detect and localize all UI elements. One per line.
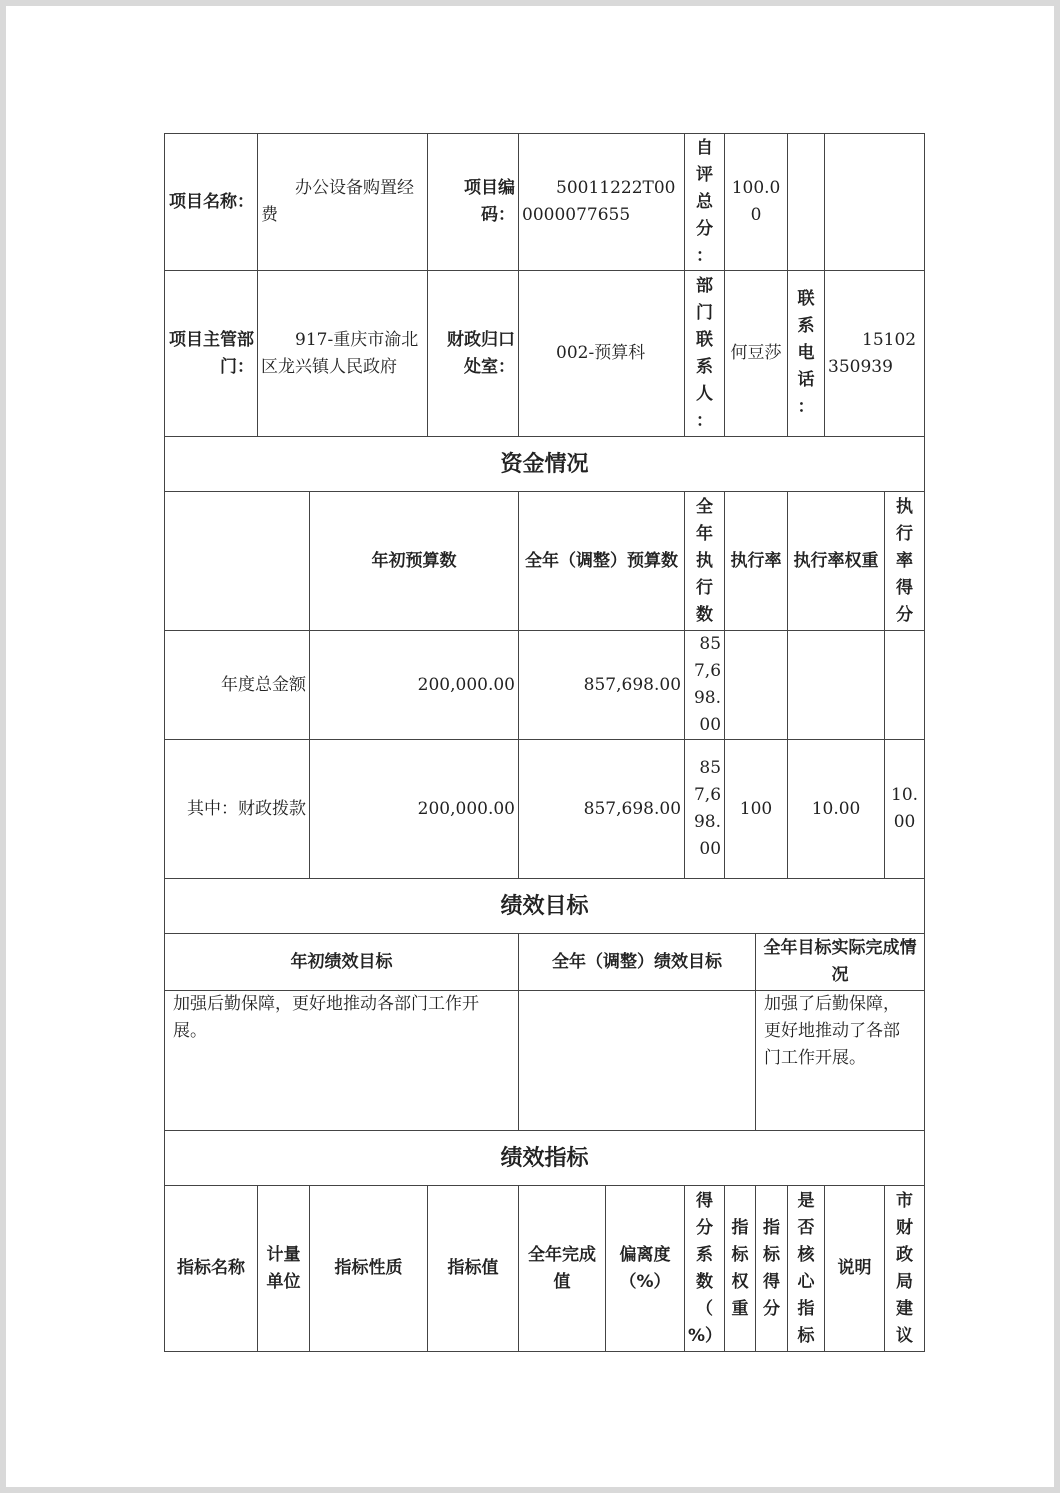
funds-row-fiscal: [165, 740, 925, 879]
col-rate-score: 执行率得分: [885, 492, 925, 631]
indicators-section-header: [165, 1131, 925, 1186]
col-rate: 执行率: [725, 492, 788, 631]
actual-completion-text: 加强了后勤保障，更好地推动了各部门工作开展。: [756, 991, 925, 1131]
indicators-title: 绩效指标: [165, 1131, 925, 1186]
contact-value: 何豆莎: [725, 271, 788, 437]
executed-value: 857,698.00: [685, 740, 725, 879]
phone-value: 15102350939: [825, 271, 925, 437]
col-initial-budget: 年初预算数: [310, 492, 519, 631]
goals-title: 绩效目标: [165, 879, 925, 934]
performance-evaluation-table: [164, 133, 925, 1352]
finance-office-label: 财政归口处室：: [428, 271, 519, 437]
empty-cell: [165, 492, 310, 631]
col-executed: 全年执行数: [685, 492, 725, 631]
dept-value: 917-重庆市渝北区龙兴镇人民政府: [258, 271, 428, 437]
rate-score-value: 10.00: [885, 740, 925, 879]
rate-weight-value: 10.00: [788, 740, 885, 879]
rate-score-value: [885, 631, 925, 740]
col-initial-goal: 年初绩效目标: [165, 934, 519, 991]
col-unit: 计量单位: [258, 1186, 310, 1352]
contact-label: 部门联系人：: [685, 271, 725, 437]
funds-section-header: [165, 437, 925, 492]
project-info-row: [165, 134, 925, 271]
initial-budget-value: 200,000.00: [310, 631, 519, 740]
project-code-label: 项目编码：: [428, 134, 519, 271]
rate-weight-value: [788, 631, 885, 740]
indicators-column-header-row: [165, 1186, 925, 1352]
col-score-coefficient: 得分系数（%）: [685, 1186, 725, 1352]
self-score-value: 100.00: [725, 134, 788, 271]
row-label: 年度总金额: [165, 631, 310, 740]
dept-label: 项目主管部门：: [165, 271, 258, 437]
adjusted-budget-value: 857,698.00: [519, 740, 685, 879]
adjusted-budget-value: 857,698.00: [519, 631, 685, 740]
col-indicator-name: 指标名称: [165, 1186, 258, 1352]
goals-column-header-row: [165, 934, 925, 991]
col-adjusted-budget: 全年（调整）预算数: [519, 492, 685, 631]
row-label: 其中：财政拨款: [165, 740, 310, 879]
col-deviation: 偏离度（%）: [606, 1186, 685, 1352]
initial-goal-text: 加强后勤保障，更好地推动各部门工作开展。: [165, 991, 519, 1131]
col-actual-completion: 全年目标实际完成情况: [756, 934, 925, 991]
funds-title: 资金情况: [165, 437, 925, 492]
col-finance-suggestion: 市财政局建议: [885, 1186, 925, 1352]
col-indicator-value: 指标值: [428, 1186, 519, 1352]
project-code-value: 50011222T000000077655: [519, 134, 685, 271]
document-page: [6, 6, 1054, 1487]
rate-value: [725, 631, 788, 740]
col-completion-value: 全年完成值: [519, 1186, 606, 1352]
executed-value: 857,698.00: [685, 631, 725, 740]
col-adjusted-goal: 全年（调整）绩效目标: [519, 934, 756, 991]
funds-column-header-row: [165, 492, 925, 631]
col-is-core: 是否核心指标: [788, 1186, 825, 1352]
finance-office-value: 002-预算科: [519, 271, 685, 437]
rate-value: 100: [725, 740, 788, 879]
col-indicator-weight: 指标权重: [725, 1186, 756, 1352]
goals-section-header: [165, 879, 925, 934]
project-name-label: 项目名称：: [165, 134, 258, 271]
department-info-row: [165, 271, 925, 437]
col-description: 说明: [825, 1186, 885, 1352]
self-score-label: 自评总分：: [685, 134, 725, 271]
initial-budget-value: 200,000.00: [310, 740, 519, 879]
empty-cell: [788, 134, 825, 271]
adjusted-goal-text: [519, 991, 756, 1131]
goals-content-row: [165, 991, 925, 1131]
col-rate-weight: 执行率权重: [788, 492, 885, 631]
col-indicator-nature: 指标性质: [310, 1186, 428, 1352]
col-indicator-score: 指标得分: [756, 1186, 788, 1352]
phone-label: 联系电话：: [788, 271, 825, 437]
funds-row-total: [165, 631, 925, 740]
empty-cell: [825, 134, 925, 271]
project-name-value: 办公设备购置经费: [258, 134, 428, 271]
